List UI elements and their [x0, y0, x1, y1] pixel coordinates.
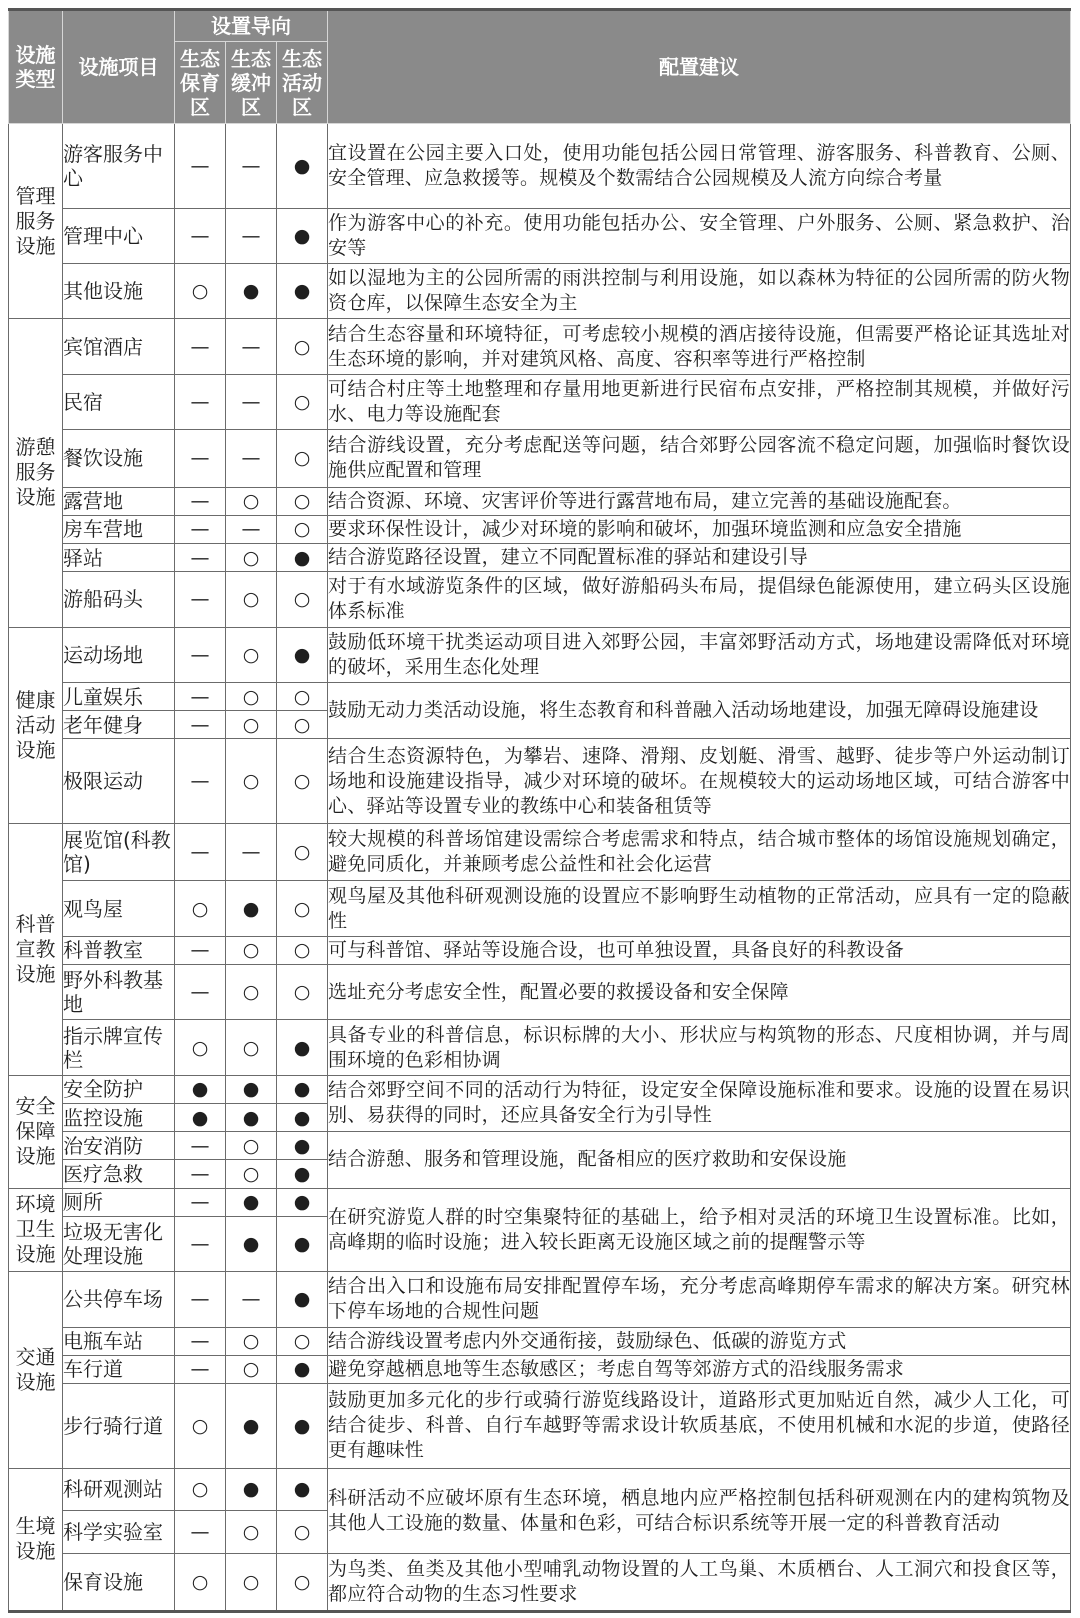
- mark-buffer: —: [226, 515, 277, 543]
- table-body: [9, 124, 1071, 1612]
- facility-type: 环境卫生设施: [9, 1188, 63, 1272]
- table-row: [9, 682, 1071, 710]
- mark-conservation: —: [175, 544, 226, 572]
- mark-activity: ●: [277, 1383, 328, 1468]
- header-type: 设施类型: [9, 10, 63, 124]
- table-row: [9, 823, 1071, 880]
- mark-buffer: ○: [226, 739, 277, 824]
- facility-item: 保育设施: [63, 1554, 175, 1612]
- table-row: [9, 1355, 1071, 1383]
- table-row: [9, 936, 1071, 964]
- config-suggestion: 结合游览路径设置，建立不同配置标准的驿站和建设引导: [328, 544, 1071, 572]
- mark-activity: ○: [277, 1554, 328, 1612]
- facility-type: 管理服务设施: [9, 124, 63, 319]
- mark-conservation: —: [175, 1511, 226, 1554]
- mark-conservation: —: [175, 1216, 226, 1271]
- table-row: [9, 430, 1071, 487]
- config-suggestion: 观鸟屋及其他科研观测设施的设置应不影响野生动植物的正常活动，应具有一定的隐蔽性: [328, 881, 1071, 936]
- mark-buffer: —: [226, 1272, 277, 1327]
- mark-conservation: —: [175, 1160, 226, 1188]
- config-suggestion: 结合游线设置，充分考虑配送等问题，结合郊野公园客流不稳定问题，加强临时餐饮设施供应配置和管理: [328, 430, 1071, 487]
- facility-item: 房车营地: [63, 515, 175, 543]
- mark-activity: ●: [277, 1355, 328, 1383]
- mark-buffer: ○: [226, 487, 277, 515]
- config-suggestion: 较大规模的科普场馆建设需综合考虑需求和特点，结合城市整体的场馆设施规划确定，避免同质化，并兼顾考虑公益性和社会化运营: [328, 823, 1071, 880]
- mark-buffer: ●: [226, 881, 277, 936]
- mark-buffer: —: [226, 823, 277, 880]
- table-row: [9, 881, 1071, 936]
- mark-conservation: —: [175, 936, 226, 964]
- facility-item: 游客服务中心: [63, 124, 175, 209]
- mark-activity: ○: [277, 711, 328, 739]
- facility-item: 垃圾无害化处理设施: [63, 1216, 175, 1271]
- mark-conservation: —: [175, 487, 226, 515]
- mark-buffer: ○: [226, 1020, 277, 1075]
- config-suggestion: 为鸟类、鱼类及其他小型哺乳动物设置的人工鸟巢、木质栖台、人工洞穴和投食区等，都应符合动物的生态习性要求: [328, 1554, 1071, 1612]
- mark-buffer: ○: [226, 711, 277, 739]
- table-row: [9, 1188, 1071, 1216]
- mark-buffer: ●: [226, 1188, 277, 1216]
- table-row: [9, 374, 1071, 429]
- mark-conservation: —: [175, 1327, 226, 1355]
- table-row: [9, 965, 1071, 1020]
- table-row: [9, 1554, 1071, 1612]
- config-suggestion: 作为游客中心的补充。使用功能包括办公、安全管理、户外服务、公厕、紧急救护、治安等: [328, 208, 1071, 263]
- config-suggestion: 选址充分考虑安全性，配置必要的救援设备和安全保障: [328, 965, 1071, 1020]
- config-suggestion: 可与科普馆、驿站等设施合设，也可单独设置，具备良好的科教设备: [328, 936, 1071, 964]
- mark-buffer: —: [226, 374, 277, 429]
- config-suggestion: 结合生态容量和环境特征，可考虑较小规模的酒店接待设施，但需要严格论证其选址对生态环境的影响，并对建筑风格、高度、容积率等进行严格控制: [328, 319, 1071, 374]
- facility-item: 科普教室: [63, 936, 175, 964]
- facility-item: 宾馆酒店: [63, 319, 175, 374]
- mark-activity: ●: [277, 1188, 328, 1216]
- facility-config-table: [8, 8, 1071, 1613]
- facility-item: 厕所: [63, 1188, 175, 1216]
- table-row: [9, 572, 1071, 627]
- facility-type: 游憩服务设施: [9, 319, 63, 627]
- facility-type: 交通设施: [9, 1272, 63, 1468]
- table-row: [9, 1327, 1071, 1355]
- table-row: [9, 124, 1071, 209]
- mark-buffer: ○: [226, 1160, 277, 1188]
- config-suggestion: 科研活动不应破坏原有生态环境，栖息地内应严格控制包括科研观测在内的建构筑物及其他人工设施的数量、体量和色彩，可结合标识系统等开展一定的科普教育活动: [328, 1468, 1071, 1554]
- config-suggestion: 要求环保性设计，减少对环境的影响和破坏，加强环境监测和应急安全措施: [328, 515, 1071, 543]
- mark-activity: ○: [277, 936, 328, 964]
- mark-activity: ●: [277, 124, 328, 209]
- header-zone-conservation: 生态保育区: [175, 42, 226, 124]
- mark-buffer: ○: [226, 1132, 277, 1160]
- facility-item: 其他设施: [63, 264, 175, 319]
- mark-conservation: —: [175, 1355, 226, 1383]
- mark-buffer: ○: [226, 572, 277, 627]
- config-suggestion: 避免穿越栖息地等生态敏感区；考虑自驾等郊游方式的沿线服务需求: [328, 1355, 1071, 1383]
- mark-buffer: ●: [226, 1468, 277, 1511]
- mark-conservation: —: [175, 1188, 226, 1216]
- facility-item: 驿站: [63, 544, 175, 572]
- mark-activity: ●: [277, 1468, 328, 1511]
- mark-conservation: ●: [175, 1103, 226, 1131]
- table-row: [9, 739, 1071, 824]
- mark-conservation: ○: [175, 264, 226, 319]
- config-suggestion: 鼓励低环境干扰类运动项目进入郊野公园，丰富郊野活动方式，场地建设需降低对环境的破坏，采用生态化处理: [328, 627, 1071, 682]
- facility-item: 展览馆(科教馆): [63, 823, 175, 880]
- mark-activity: ●: [277, 208, 328, 263]
- mark-buffer: ○: [226, 682, 277, 710]
- mark-activity: ○: [277, 965, 328, 1020]
- mark-buffer: —: [226, 208, 277, 263]
- mark-buffer: ○: [226, 1327, 277, 1355]
- facility-type: 健康活动设施: [9, 627, 63, 823]
- facility-item: 科学实验室: [63, 1511, 175, 1554]
- mark-buffer: ○: [226, 936, 277, 964]
- config-suggestion: 结合游憩、服务和管理设施，配备相应的医疗救助和安保设施: [328, 1132, 1071, 1188]
- mark-activity: ○: [277, 487, 328, 515]
- mark-activity: ●: [277, 627, 328, 682]
- mark-conservation: —: [175, 711, 226, 739]
- mark-buffer: ○: [226, 965, 277, 1020]
- mark-buffer: —: [226, 430, 277, 487]
- mark-conservation: —: [175, 430, 226, 487]
- facility-item: 极限运动: [63, 739, 175, 824]
- mark-activity: ●: [277, 1160, 328, 1188]
- mark-buffer: ○: [226, 627, 277, 682]
- facility-item: 治安消防: [63, 1132, 175, 1160]
- mark-conservation: —: [175, 374, 226, 429]
- config-suggestion: 结合游线设置考虑内外交通衔接，鼓励绿色、低碳的游览方式: [328, 1327, 1071, 1355]
- facility-item: 步行骑行道: [63, 1383, 175, 1468]
- mark-conservation: —: [175, 319, 226, 374]
- header-zone-activity: 生态活动区: [277, 42, 328, 124]
- mark-activity: ○: [277, 1511, 328, 1554]
- facility-item: 儿童娱乐: [63, 682, 175, 710]
- mark-conservation: —: [175, 739, 226, 824]
- facility-type: 生境设施: [9, 1468, 63, 1611]
- mark-buffer: ●: [226, 1103, 277, 1131]
- mark-conservation: ○: [175, 1468, 226, 1511]
- facility-type: 安全保障设施: [9, 1075, 63, 1188]
- facility-item: 公共停车场: [63, 1272, 175, 1327]
- table-row: [9, 515, 1071, 543]
- table-row: [9, 1272, 1071, 1327]
- header-suggestion: 配置建议: [328, 10, 1071, 124]
- mark-activity: ○: [277, 739, 328, 824]
- facility-item: 监控设施: [63, 1103, 175, 1131]
- mark-activity: ●: [277, 1216, 328, 1271]
- mark-activity: ●: [277, 1272, 328, 1327]
- mark-buffer: ○: [226, 1554, 277, 1612]
- mark-activity: ●: [277, 1020, 328, 1075]
- mark-activity: ○: [277, 682, 328, 710]
- facility-item: 野外科教基地: [63, 965, 175, 1020]
- mark-conservation: —: [175, 682, 226, 710]
- mark-conservation: —: [175, 572, 226, 627]
- facility-item: 餐饮设施: [63, 430, 175, 487]
- mark-activity: ○: [277, 881, 328, 936]
- mark-activity: ○: [277, 430, 328, 487]
- mark-activity: ●: [277, 544, 328, 572]
- header-zone-buffer: 生态缓冲区: [226, 42, 277, 124]
- table-row: [9, 544, 1071, 572]
- mark-buffer: ○: [226, 1511, 277, 1554]
- table-row: [9, 1468, 1071, 1511]
- mark-conservation: —: [175, 823, 226, 880]
- mark-buffer: ○: [226, 1355, 277, 1383]
- mark-activity: ●: [277, 264, 328, 319]
- mark-conservation: —: [175, 124, 226, 209]
- mark-activity: ●: [277, 1132, 328, 1160]
- config-suggestion: 结合出入口和设施布局安排配置停车场，充分考虑高峰期停车需求的解决方案。研究林下停车场地的合规性问题: [328, 1272, 1071, 1327]
- facility-item: 科研观测站: [63, 1468, 175, 1511]
- mark-conservation: ○: [175, 1020, 226, 1075]
- table-row: [9, 1383, 1071, 1468]
- mark-conservation: ○: [175, 881, 226, 936]
- config-suggestion: 对于有水域游览条件的区域，做好游船码头布局，提倡绿色能源使用，建立码头区设施体系标准: [328, 572, 1071, 627]
- mark-buffer: —: [226, 319, 277, 374]
- facility-item: 运动场地: [63, 627, 175, 682]
- table-row: [9, 264, 1071, 319]
- mark-conservation: —: [175, 1132, 226, 1160]
- config-suggestion: 结合生态资源特色，为攀岩、速降、滑翔、皮划艇、滑雪、越野、徒步等户外运动制订场地和设施建设指导，减少对环境的破坏。在规模较大的运动场地区域，可结合游客中心、驿站等设置专业的教练中心和装备租赁等: [328, 739, 1071, 824]
- table-header: [9, 10, 1071, 124]
- mark-conservation: —: [175, 1272, 226, 1327]
- config-suggestion: 在研究游览人群的时空集聚特征的基础上，给予相对灵活的环境卫生设置标准。比如，高峰期的临时设施；进入较长距离无设施区域之前的提醒警示等: [328, 1188, 1071, 1272]
- mark-conservation: ●: [175, 1075, 226, 1103]
- mark-activity: ○: [277, 374, 328, 429]
- mark-conservation: —: [175, 965, 226, 1020]
- facility-item: 老年健身: [63, 711, 175, 739]
- mark-buffer: ●: [226, 1075, 277, 1103]
- table-row: [9, 319, 1071, 374]
- config-suggestion: 鼓励更加多元化的步行或骑行游览线路设计，道路形式更加贴近自然，减少人工化，可结合徒步、科普、自行车越野等需求设计软质基底，不使用机械和水泥的步道，使路径更有趣味性: [328, 1383, 1071, 1468]
- facility-item: 车行道: [63, 1355, 175, 1383]
- mark-activity: ●: [277, 1103, 328, 1131]
- config-suggestion: 结合郊野空间不同的活动行为特征，设定安全保障设施标准和要求。设施的设置在易识别、易获得的同时，还应具备安全行为引导性: [328, 1075, 1071, 1131]
- table-row: [9, 1075, 1071, 1103]
- facility-item: 安全防护: [63, 1075, 175, 1103]
- mark-activity: ○: [277, 515, 328, 543]
- facility-type: 科普宣教设施: [9, 823, 63, 1075]
- mark-conservation: —: [175, 627, 226, 682]
- table-row: [9, 487, 1071, 515]
- mark-conservation: ○: [175, 1554, 226, 1612]
- facility-item: 观鸟屋: [63, 881, 175, 936]
- mark-activity: ○: [277, 823, 328, 880]
- config-suggestion: 如以湿地为主的公园所需的雨洪控制与利用设施，如以森林为特征的公园所需的防火物资仓库，以保障生态安全为主: [328, 264, 1071, 319]
- config-suggestion: 宜设置在公园主要入口处，使用功能包括公园日常管理、游客服务、科普教育、公厕、安全管理、应急救援等。规模及个数需结合公园规模及人流方向综合考量: [328, 124, 1071, 209]
- mark-conservation: —: [175, 515, 226, 543]
- facility-item: 医疗急救: [63, 1160, 175, 1188]
- facility-item: 电瓶车站: [63, 1327, 175, 1355]
- mark-buffer: ●: [226, 264, 277, 319]
- facility-item: 露营地: [63, 487, 175, 515]
- facility-item: 民宿: [63, 374, 175, 429]
- mark-activity: ○: [277, 572, 328, 627]
- mark-buffer: ○: [226, 544, 277, 572]
- mark-conservation: —: [175, 208, 226, 263]
- mark-buffer: ●: [226, 1216, 277, 1271]
- facility-item: 游船码头: [63, 572, 175, 627]
- config-suggestion: 结合资源、环境、灾害评价等进行露营地布局，建立完善的基础设施配套。: [328, 487, 1071, 515]
- table-row: [9, 208, 1071, 263]
- mark-buffer: —: [226, 124, 277, 209]
- config-suggestion: 鼓励无动力类活动设施，将生态教育和科普融入活动场地建设，加强无障碍设施建设: [328, 682, 1071, 738]
- facility-item: 管理中心: [63, 208, 175, 263]
- header-item: 设施项目: [63, 10, 175, 124]
- table-row: [9, 1132, 1071, 1160]
- config-suggestion: 具备专业的科普信息，标识标牌的大小、形状应与构筑物的形态、尺度相协调，并与周围环境的色彩相协调: [328, 1020, 1071, 1075]
- config-suggestion: 可结合村庄等土地整理和存量用地更新进行民宿布点安排，严格控制其规模，并做好污水、电力等设施配套: [328, 374, 1071, 429]
- facility-item: 指示牌宣传栏: [63, 1020, 175, 1075]
- mark-activity: ○: [277, 1327, 328, 1355]
- mark-buffer: ●: [226, 1383, 277, 1468]
- table-row: [9, 627, 1071, 682]
- mark-conservation: ○: [175, 1383, 226, 1468]
- mark-activity: ○: [277, 319, 328, 374]
- mark-activity: ●: [277, 1075, 328, 1103]
- header-orientation: 设置导向: [175, 10, 328, 42]
- table-row: [9, 1020, 1071, 1075]
